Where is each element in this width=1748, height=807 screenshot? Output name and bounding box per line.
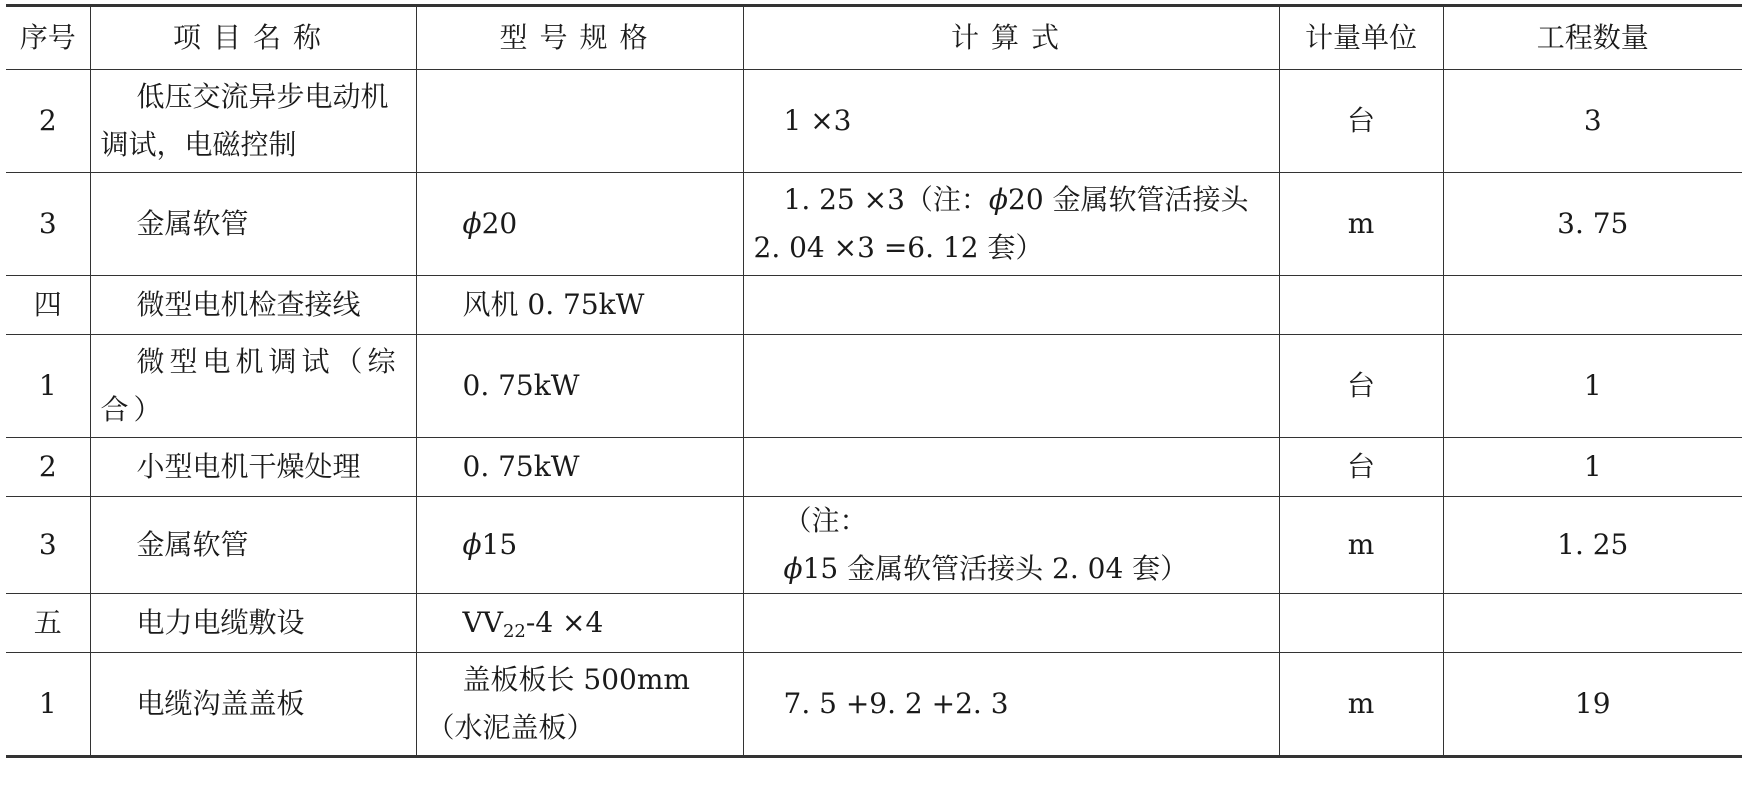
table-row — [6, 70, 1742, 173]
header-seq: 序号 — [6, 6, 90, 70]
cell-unit: 台 — [1279, 438, 1443, 497]
calc-part-b: 20 金属软管活接头 2. 04 ×3 =6. 12 套） — [753, 183, 1249, 264]
table-row — [6, 594, 1742, 653]
cell-spec: 盖板板长 500mm（水泥盖板） — [416, 653, 743, 757]
cell-seq: 1 — [6, 653, 90, 757]
header-unit: 计量单位 — [1279, 6, 1443, 70]
cell-qty — [1443, 276, 1742, 335]
cell-calc: 7. 5 +9. 2 +2. 3 — [743, 653, 1279, 757]
table-row — [6, 497, 1742, 594]
cell-name: 金属软管 — [90, 173, 416, 276]
cell-qty: 19 — [1443, 653, 1742, 757]
cell-seq: 1 — [6, 335, 90, 438]
cell-unit: 台 — [1279, 335, 1443, 438]
cell-qty: 3. 75 — [1443, 173, 1742, 276]
table-row — [6, 335, 1742, 438]
cell-name: 电缆沟盖盖板 — [90, 653, 416, 757]
table-row — [6, 276, 1742, 335]
calc-part-b: 15 金属软管活接头 2. 04 套） — [802, 552, 1189, 585]
cell-unit: m — [1279, 497, 1443, 594]
cell-unit — [1279, 594, 1443, 653]
cell-seq: 2 — [6, 438, 90, 497]
cell-name: 微型电机检查接线 — [90, 276, 416, 335]
cell-calc: 1 ×3 — [743, 70, 1279, 173]
phi-symbol: ϕ — [783, 552, 803, 585]
cell-calc — [743, 438, 1279, 497]
cell-name: 电力电缆敷设 — [90, 594, 416, 653]
cell-spec — [416, 594, 743, 653]
cell-spec — [416, 497, 743, 594]
calc-part-a: （注： — [783, 504, 868, 537]
header-calc: 计算式 — [743, 6, 1279, 70]
header-qty: 工程数量 — [1443, 6, 1742, 70]
spec-value: 15 — [481, 528, 518, 561]
cell-name: 小型电机干燥处理 — [90, 438, 416, 497]
cell-seq: 2 — [6, 70, 90, 173]
cell-name: 金属软管 — [90, 497, 416, 594]
cell-spec — [416, 173, 743, 276]
cell-spec: 0. 75kW — [416, 438, 743, 497]
cell-seq: 3 — [6, 173, 90, 276]
cell-seq: 五 — [6, 594, 90, 653]
cell-name: 低压交流异步电动机调试，电磁控制 — [90, 70, 416, 173]
cell-spec — [416, 70, 743, 173]
table-row — [6, 438, 1742, 497]
cell-seq: 3 — [6, 497, 90, 594]
cell-calc — [743, 335, 1279, 438]
header-row — [6, 6, 1742, 70]
cell-unit — [1279, 276, 1443, 335]
cell-spec: 0. 75kW — [416, 335, 743, 438]
cell-name: 微型电机调试（综合） — [90, 335, 416, 438]
cell-seq: 四 — [6, 276, 90, 335]
spec-tail: -4 ×4 — [525, 606, 604, 639]
table-row — [6, 653, 1742, 757]
cell-calc — [743, 276, 1279, 335]
cell-calc — [743, 173, 1279, 276]
cell-unit: m — [1279, 653, 1443, 757]
quantity-table-container — [6, 4, 1742, 758]
phi-symbol: ϕ — [462, 528, 482, 561]
engineering-quantity-table — [6, 4, 1742, 758]
cell-qty: 1 — [1443, 438, 1742, 497]
phi-symbol: ϕ — [462, 207, 482, 240]
cell-qty: 3 — [1443, 70, 1742, 173]
spec-value: 20 — [481, 207, 518, 240]
cell-calc — [743, 594, 1279, 653]
cell-calc — [743, 497, 1279, 594]
header-spec: 型号规格 — [416, 6, 743, 70]
cell-qty — [1443, 594, 1742, 653]
cell-unit: 台 — [1279, 70, 1443, 173]
calc-part-a: 1. 25 ×3（注： — [783, 183, 989, 216]
cell-qty: 1. 25 — [1443, 497, 1742, 594]
cell-unit: m — [1279, 173, 1443, 276]
cell-spec: 风机 0. 75kW — [416, 276, 743, 335]
cell-qty: 1 — [1443, 335, 1742, 438]
phi-symbol: ϕ — [988, 183, 1009, 216]
header-name: 项目名称 — [90, 6, 416, 70]
spec-subscript: 22 — [502, 621, 526, 642]
table-row — [6, 173, 1742, 276]
spec-main: VV — [462, 606, 503, 639]
